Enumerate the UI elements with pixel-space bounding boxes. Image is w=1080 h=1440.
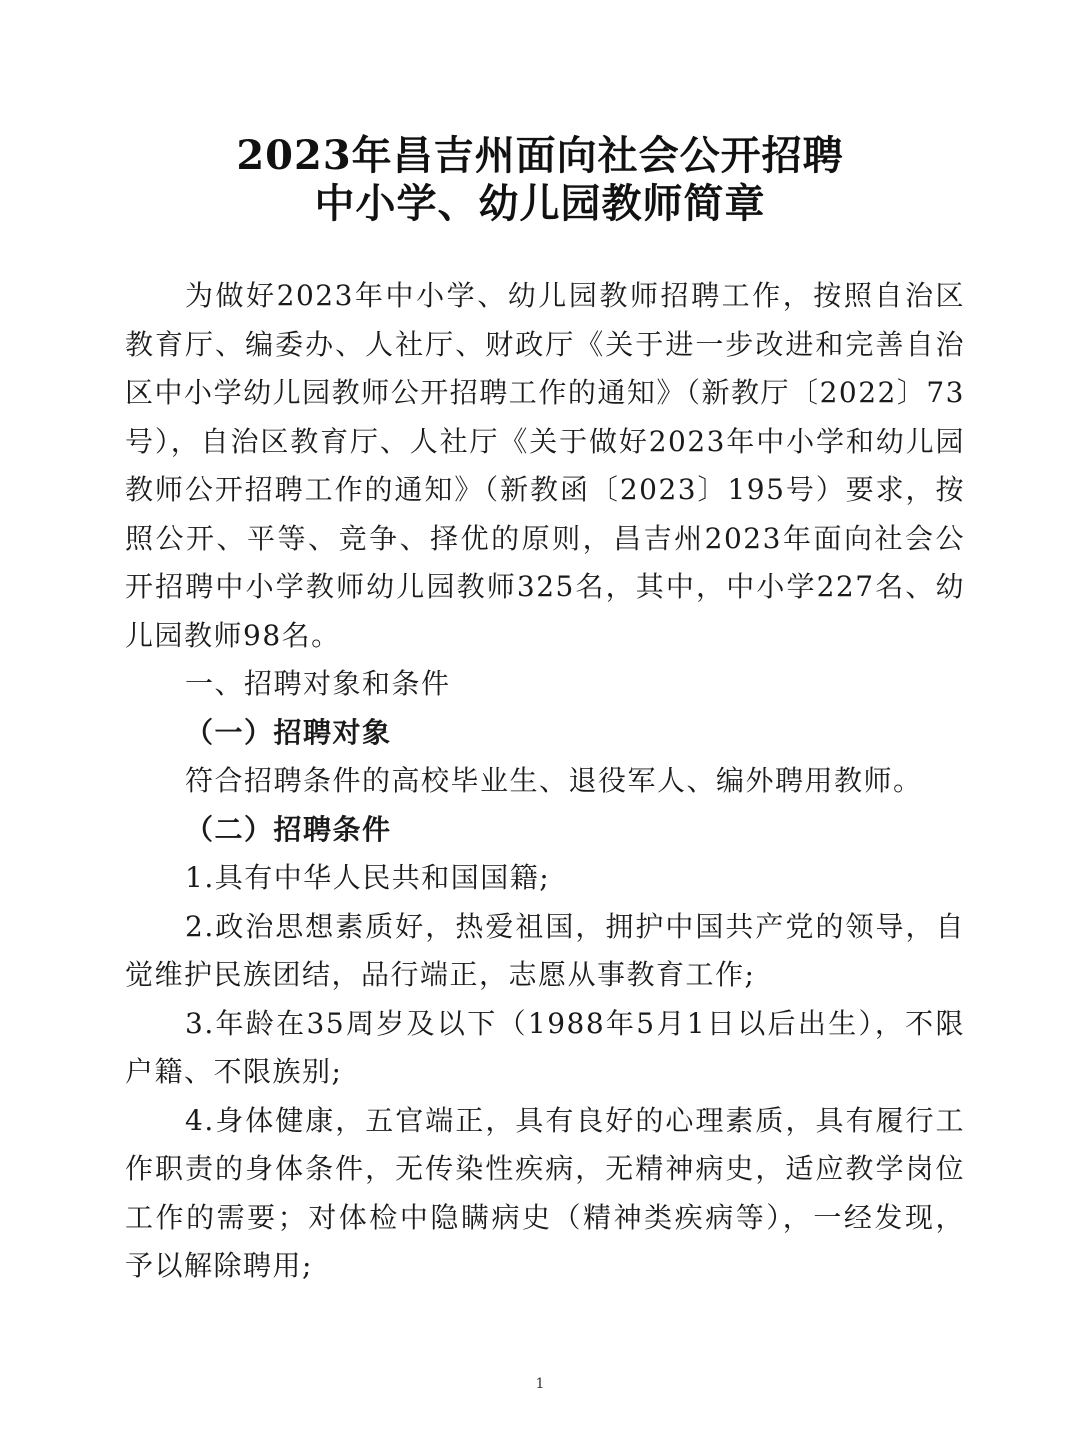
condition-item-1: 1.具有中华人民共和国国籍;: [185, 861, 551, 894]
document-title-line1: 2023年昌吉州面向社会公开招聘: [236, 132, 844, 179]
subsection-text-1: 符合招聘条件的高校毕业生、退役军人、编外聘用教师。: [185, 764, 923, 797]
condition-item-4: 4.身体健康，五官端正，具有良好的心理素质，具有履行工作职责的身体条件，无传染性疾病，无精神病史，适应教学岗位工作的需要；对体检中隐瞒病史（精神类疾病等），一经发现，予以解除聘用;: [125, 1103, 965, 1282]
subsection-heading-2: （二）招聘条件: [185, 812, 392, 846]
page-number: 1: [535, 1376, 545, 1392]
document-title-line2: 中小学、幼儿园教师简章: [314, 180, 766, 227]
section-heading-1: 一、招聘对象和条件: [185, 667, 451, 700]
condition-item-2: 2.政治思想素质好，热爱祖国，拥护中国共产党的领导，自觉维护民族团结，品行端正，志愿从事教育工作;: [125, 909, 965, 991]
subsection-heading-1: （一）招聘对象: [185, 715, 392, 749]
condition-item-3: 3.年龄在35周岁及以下（1988年5月1日以后出生），不限户籍、不限族别;: [125, 1006, 965, 1088]
document-body: [125, 272, 965, 1291]
intro-paragraph: 为做好2023年中小学、幼儿园教师招聘工作，按照自治区教育厅、编委办、人社厅、财政厅《关于进一步改进和完善自治区中小学幼儿园教师公开招聘工作的通知》（新教厅〔2022〕73号），自治区教育厅、人社厅《关于做好2023年中小学和幼儿园教师公开招聘工作的通知》（新教函〔2023〕195号）要求，按照公开、平等、竞争、择优的原则，昌吉州2023年面向社会公开招聘中小学教师幼儿园教师325名，其中，中小学227名、幼儿园教师98名。: [125, 279, 965, 652]
